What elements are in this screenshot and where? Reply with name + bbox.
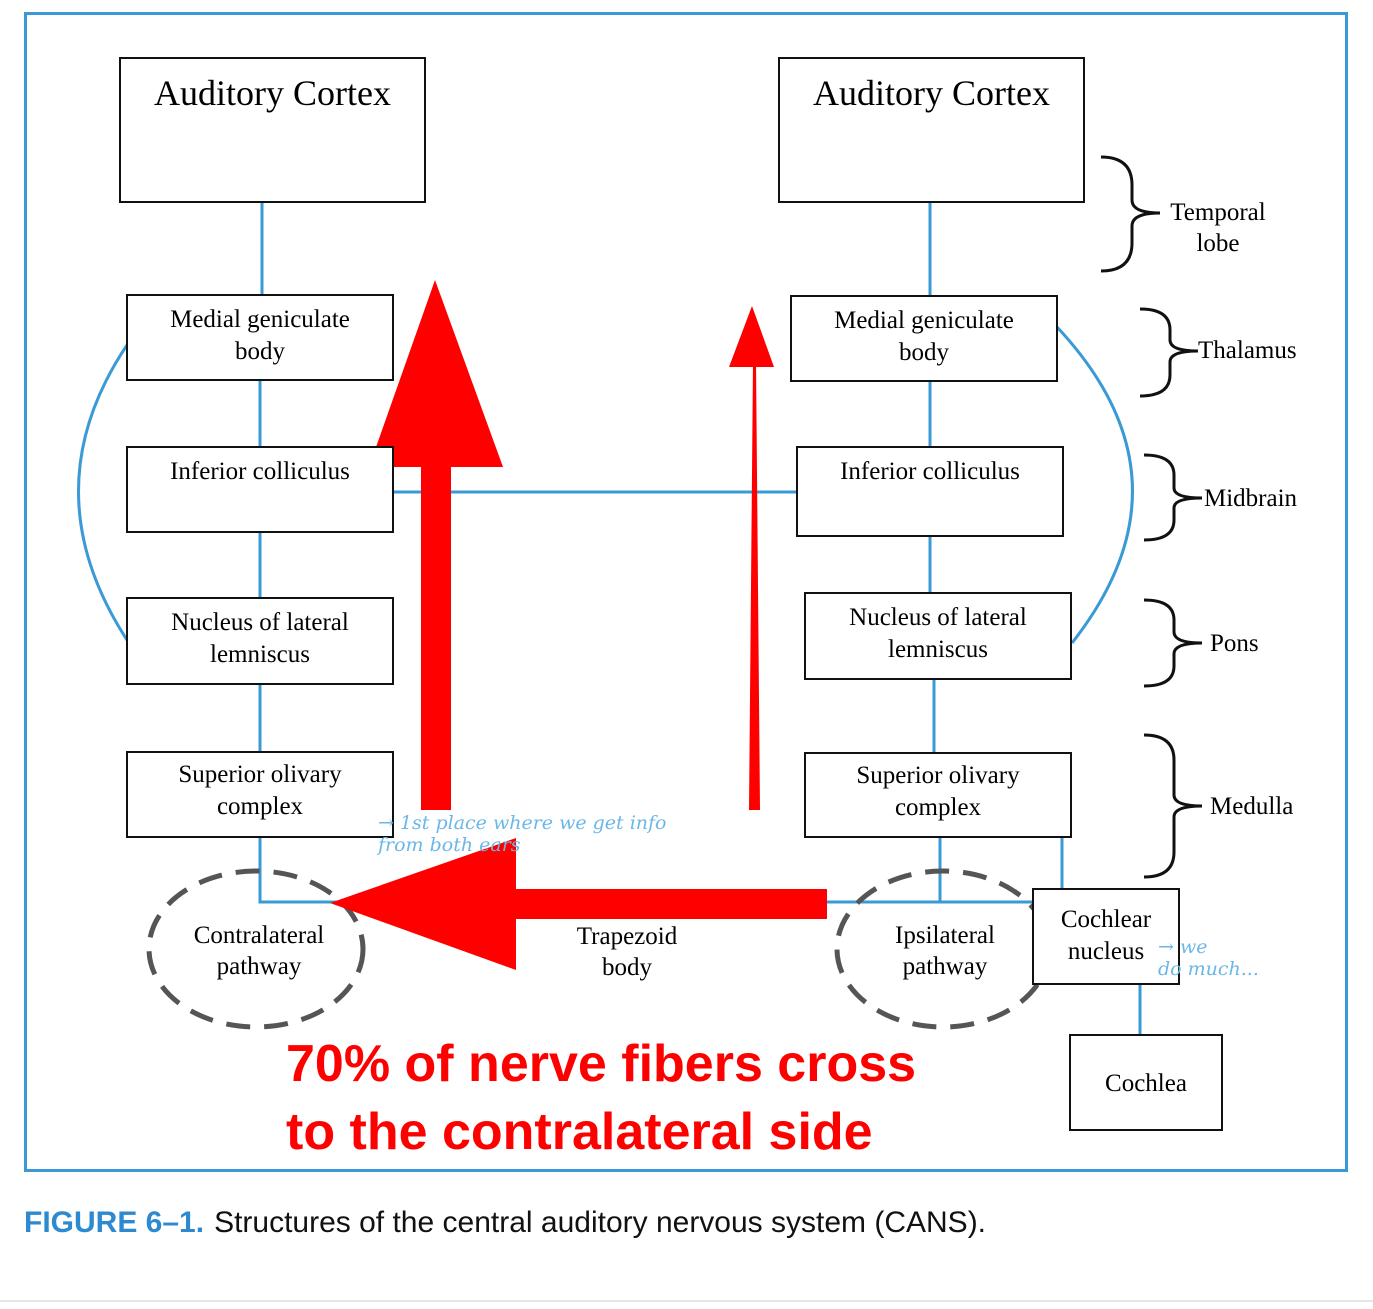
bottom-divider: [0, 1300, 1373, 1302]
bracket-midbrain: [1144, 455, 1202, 540]
right-soc-label: Superior olivary complex: [856, 762, 1020, 821]
caption-text: Structures of the central auditory nervous system (CANS).: [214, 1206, 987, 1239]
right-mgb-box: [790, 295, 1058, 382]
medulla-label: Medulla: [1210, 793, 1294, 820]
thalamus-label: Thalamus: [1198, 337, 1297, 364]
bracket-medulla: [1144, 735, 1202, 877]
left-nll-box: [126, 597, 394, 685]
cochlear-nucleus-label: Cochlear nucleus: [1060, 906, 1152, 965]
right-ic-label: Inferior colliculus: [840, 458, 1020, 485]
left-nll-label: Nucleus of lateral lemniscus: [171, 609, 349, 668]
left-soc-box: [126, 751, 394, 838]
bracket-pons: [1144, 600, 1202, 686]
small-up-arrow: [729, 306, 774, 810]
soc-handwritten-note: → 1st place where we get info from both ears: [378, 812, 667, 856]
right-auditory-cortex-label: Auditory Cortex: [813, 73, 1050, 113]
left-ic-label: Inferior colliculus: [170, 458, 350, 485]
left-mgb-box: [126, 294, 394, 381]
right-nll-box: [804, 592, 1072, 680]
left-bypass-arc: [79, 345, 128, 640]
left-mgb-label: Medial geniculate body: [170, 306, 350, 365]
bracket-thalamus: [1140, 309, 1198, 396]
bracket-temporal: [1101, 157, 1160, 271]
pons-label: Pons: [1210, 630, 1259, 657]
left-soc-label: Superior olivary complex: [178, 761, 342, 820]
cochlear-nucleus-handwritten-note: → we do much...: [1158, 936, 1259, 980]
trapezoid-body-label: Trapezoid body: [576, 923, 678, 981]
left-ic-box: [126, 446, 394, 533]
crossing-fibers-note: 70% of nerve fibers cross to the contralateral side: [286, 1035, 917, 1161]
figure-caption: [24, 1206, 986, 1240]
right-auditory-cortex-box: [778, 57, 1085, 203]
ipsilateral-pathway-label: Ipsilateral pathway: [895, 922, 995, 980]
right-soc-box: [804, 752, 1072, 838]
cochlea-box: [1069, 1034, 1223, 1131]
left-auditory-cortex-box: [119, 57, 426, 203]
figure-number: FIGURE 6–1.: [24, 1206, 205, 1239]
right-ic-box: [796, 446, 1064, 537]
left-auditory-cortex-label: Auditory Cortex: [154, 73, 391, 113]
midbrain-label: Midbrain: [1204, 485, 1298, 512]
right-mgb-label: Medial geniculate body: [834, 307, 1014, 366]
contralateral-pathway-label: Contralateral pathway: [193, 922, 325, 980]
right-nll-label: Nucleus of lateral lemniscus: [849, 604, 1027, 663]
temporal-lobe-label: Temporal lobe: [1170, 199, 1266, 257]
cochlea-label: Cochlea: [1105, 1070, 1187, 1097]
